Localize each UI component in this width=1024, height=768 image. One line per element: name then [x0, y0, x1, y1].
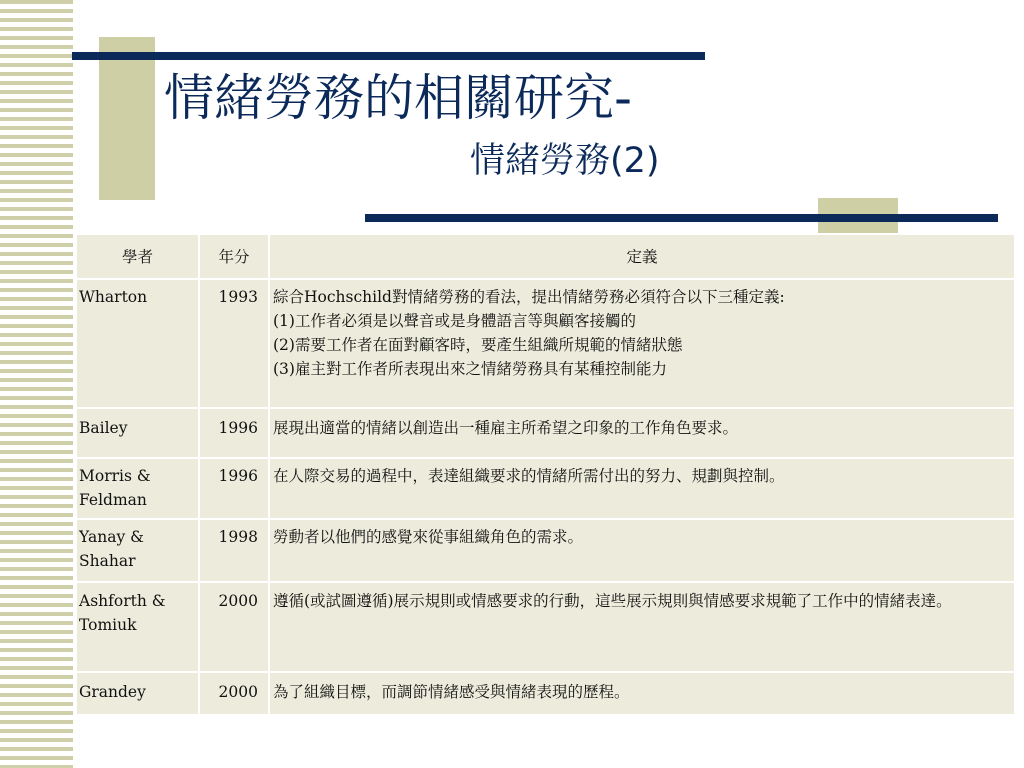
scholar-cell: Wharton	[76, 279, 199, 408]
slide-subtitle: 情緒勞務(2)	[470, 141, 660, 181]
year-cell: 1993	[199, 279, 269, 408]
khaki-block-decoration-top	[99, 37, 155, 200]
definitions-table	[75, 233, 1016, 716]
header-scholar: 學者	[76, 234, 199, 279]
definition-line: 綜合Hochschild對情緒勞務的看法，提出情緒勞務必須符合以下三種定義:	[273, 288, 785, 306]
definition-cell	[269, 408, 1015, 458]
table-header-row	[76, 234, 1015, 279]
scholar-cell: Yanay & Shahar	[76, 519, 199, 582]
navy-rule-top	[72, 52, 705, 60]
table-row	[76, 279, 1015, 408]
definitions-table-container	[75, 233, 1014, 716]
scholar-cell: Grandey	[76, 672, 199, 715]
navy-rule-bottom	[365, 214, 998, 222]
table-row	[76, 582, 1015, 672]
definition-line: 在人際交易的過程中，表達組織要求的情緒所需付出的努力、規劃與控制。	[273, 467, 785, 485]
year-cell: 2000	[199, 582, 269, 672]
definition-cell	[269, 279, 1015, 408]
scholar-cell: Bailey	[76, 408, 199, 458]
header-year: 年分	[199, 234, 269, 279]
definition-line: (2)需要工作者在面對顧客時，要產生組織所規範的情緒狀態	[273, 336, 683, 354]
definition-cell	[269, 519, 1015, 582]
definition-line: (3)雇主對工作者所表現出來之情緒勞務具有某種控制能力	[273, 360, 667, 378]
definition-line: 為了組織目標，而調節情緒感受與情緒表現的歷程。	[273, 683, 630, 701]
table-row	[76, 458, 1015, 519]
table-row	[76, 672, 1015, 715]
year-cell: 1996	[199, 458, 269, 519]
year-cell: 1998	[199, 519, 269, 582]
definition-line: (1)工作者必須是以聲音或是身體語言等與顧客接觸的	[273, 312, 636, 330]
striped-sidebar-decoration	[0, 0, 73, 768]
definition-line: 遵循(或試圖遵循)展示規則或情感要求的行動，這些展示規則與情感要求規範了工作中的情緒表達。	[273, 592, 952, 610]
definition-line: 勞動者以他們的感覺來從事組織角色的需求。	[273, 528, 584, 546]
year-cell: 2000	[199, 672, 269, 715]
table-row	[76, 519, 1015, 582]
scholar-cell: Ashforth & Tomiuk	[76, 582, 199, 672]
definition-cell	[269, 672, 1015, 715]
year-cell: 1996	[199, 408, 269, 458]
slide-title: 情緒勞務的相關研究-	[164, 69, 633, 127]
definition-line: 展現出適當的情緒以創造出一種雇主所希望之印象的工作角色要求。	[273, 419, 739, 437]
scholar-cell: Morris & Feldman	[76, 458, 199, 519]
header-definition: 定義	[269, 234, 1015, 279]
definition-cell	[269, 582, 1015, 672]
definition-cell	[269, 458, 1015, 519]
table-row	[76, 408, 1015, 458]
